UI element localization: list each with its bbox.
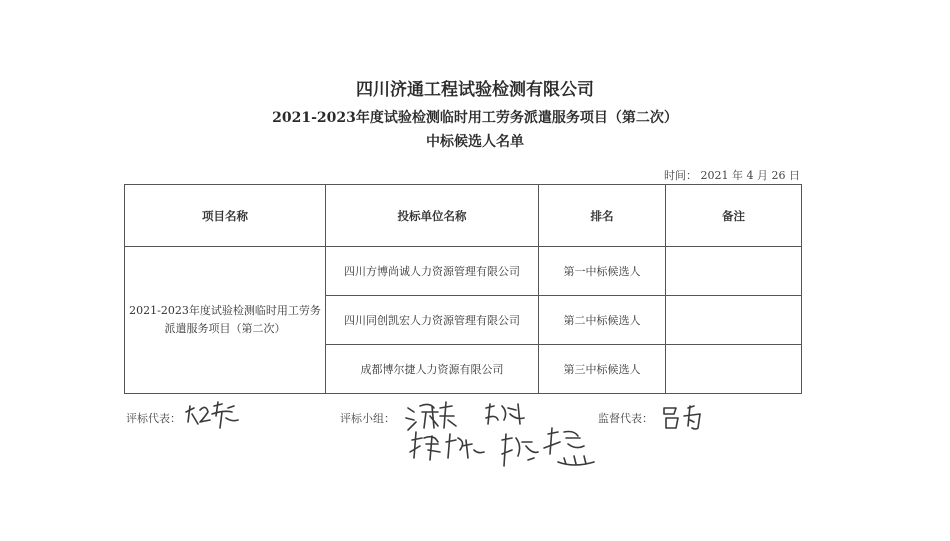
- remarks-cell: [666, 247, 802, 296]
- supervisor-signature: [660, 402, 720, 432]
- date-day-unit: 日: [789, 169, 800, 182]
- evaluator-rep-signature: [182, 398, 244, 432]
- header-rank: 排名: [539, 185, 666, 247]
- date-month-unit: 月: [757, 169, 768, 182]
- list-title: 中标候选人名单: [426, 134, 524, 150]
- remarks-cell: [666, 345, 802, 394]
- date-day: 26: [771, 169, 786, 182]
- project-name-cell: 2021-2023年度试验检测临时用工劳务派遣服务项目（第二次）: [125, 247, 326, 394]
- date-year: 2021: [700, 169, 729, 182]
- header-project-name: 项目名称: [125, 185, 326, 247]
- date-label: 时间：: [664, 169, 697, 182]
- rank-cell: 第三中标候选人: [539, 345, 666, 394]
- date-year-unit: 年: [732, 169, 743, 182]
- table-header-row: [125, 185, 802, 247]
- committee-signatures-row2: [408, 424, 608, 480]
- rank-cell: 第一中标候选人: [539, 247, 666, 296]
- company-title: 四川济通工程试验检测有限公司: [356, 80, 594, 100]
- header-bidder-name: 投标单位名称: [326, 185, 539, 247]
- date-line: [664, 167, 800, 183]
- candidate-table: [124, 184, 802, 394]
- date-month: 4: [746, 169, 754, 182]
- bidder-name-cell: 四川方博尚诚人力资源管理有限公司: [326, 247, 539, 296]
- evaluator-rep-label: 评标代表：: [126, 412, 181, 425]
- rank-cell: 第二中标候选人: [539, 296, 666, 345]
- project-title: 2021-2023年度试验检测临时用工劳务派遣服务项目（第二次）: [272, 110, 678, 126]
- bidder-name-cell: 四川同创凯宏人力资源管理有限公司: [326, 296, 539, 345]
- supervisor-label: 监督代表：: [598, 412, 653, 425]
- remarks-cell: [666, 296, 802, 345]
- table-row: [125, 247, 802, 296]
- bidder-name-cell: 成都博尔捷人力资源有限公司: [326, 345, 539, 394]
- committee-label: 评标小组：: [340, 412, 395, 425]
- header-remarks: 备注: [666, 185, 802, 247]
